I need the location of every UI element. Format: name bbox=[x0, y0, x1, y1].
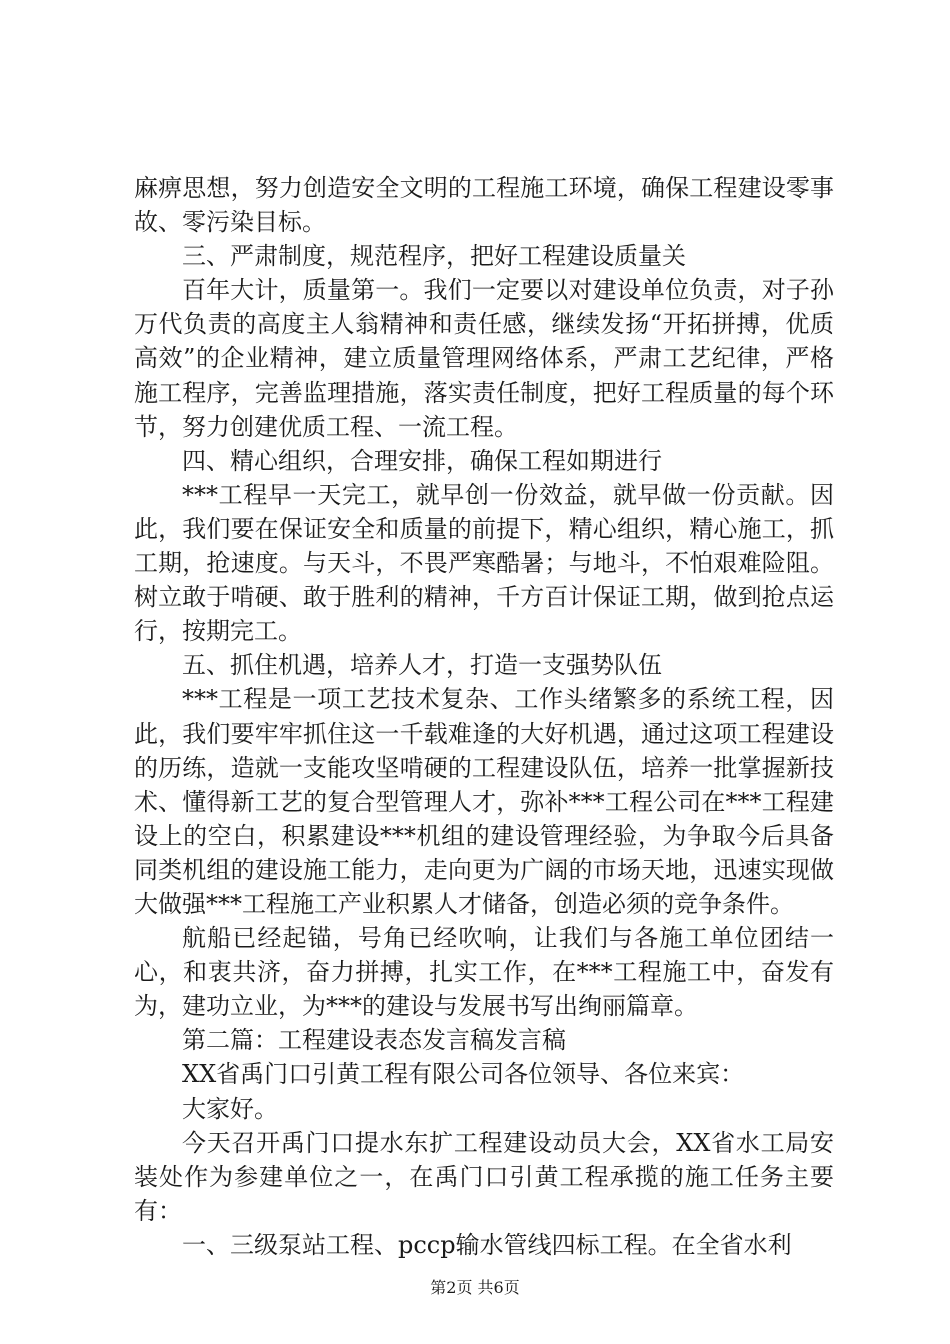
section-heading: 三、严肃制度，规范程序，把好工程建设质量关 bbox=[182, 242, 686, 271]
section-heading: 四、精心组织，合理安排，确保工程如期进行 bbox=[182, 446, 662, 475]
paragraph: 航船已经起锚，号角已经吹响，让我们与各施工单位团结一心，和衷共济，奋力拼搏，扎实工作，在***工程施工中，奋发有为，建功立业，为***的建设与发展书写出绚丽篇章。 bbox=[134, 924, 834, 1021]
paragraph: 麻痹思想，努力创造安全文明的工程施工环境，确保工程建设零事故、零污染目标。 bbox=[134, 174, 834, 237]
paragraph: ***工程是一项工艺技术复杂、工作头绪繁多的系统工程，因此，我们要牢牢抓住这一千载难逢的大好机遇，通过这项工程建设的历练，造就一支能攻坚啃硬的工程建设队伍，培养一批掌握新技术、懂得新工艺的复合型管理人才，弥补***工程公司在***工程建设上的空白，积累建设***机组的建设管理经验，为争取今后具备同类机组的建设施工能力，走向更为广阔的市场天地，迅速实现做大做强***工程施工产业积累人才储备，创造必须的竞争条件。 bbox=[134, 685, 834, 918]
paragraph: ***工程早一天完工，就早创一份效益，就早做一份贡献。因此，我们要在保证安全和质量的前提下，精心组织，精心施工，抓工期，抢速度。与天斗，不畏严寒酷暑；与地斗，不怕艰难险阻。树立敢于啃硬、敢于胜利的精神，千方百计保证工期，做到抢点运行，按期完工。 bbox=[134, 480, 834, 646]
greeting: 大家好。 bbox=[182, 1094, 278, 1123]
chapter-heading: 第二篇：工程建设表态发言稿发言稿 bbox=[182, 1026, 566, 1055]
paragraph: 一、三级泵站工程、pccp输水管线四标工程。在全省水利 bbox=[182, 1230, 792, 1259]
page-number: 第2页 共6页 bbox=[430, 1278, 520, 1297]
paragraph: 百年大计，质量第一。我们一定要以对建设单位负责，对子孙万代负责的高度主人翁精神和责任感，继续发扬“开拓拼搏，优质高效”的企业精神，建立质量管理网络体系，严肃工艺纪律，严格施工程序，完善监理措施，落实责任制度，把好工程质量的每个环节，努力创建优质工程、一流工程。 bbox=[134, 276, 834, 441]
paragraph: 今天召开禹门口提水东扩工程建设动员大会，XX省水工局安装处作为参建单位之一，在禹门口引黄工程承揽的施工任务主要有： bbox=[134, 1128, 834, 1225]
section-heading: 五、抓住机遇，培养人才，打造一支强势队伍 bbox=[182, 651, 662, 680]
salutation: XX省禹门口引黄工程有限公司各位领导、各位来宾： bbox=[182, 1060, 745, 1089]
document-body bbox=[134, 171, 834, 1262]
